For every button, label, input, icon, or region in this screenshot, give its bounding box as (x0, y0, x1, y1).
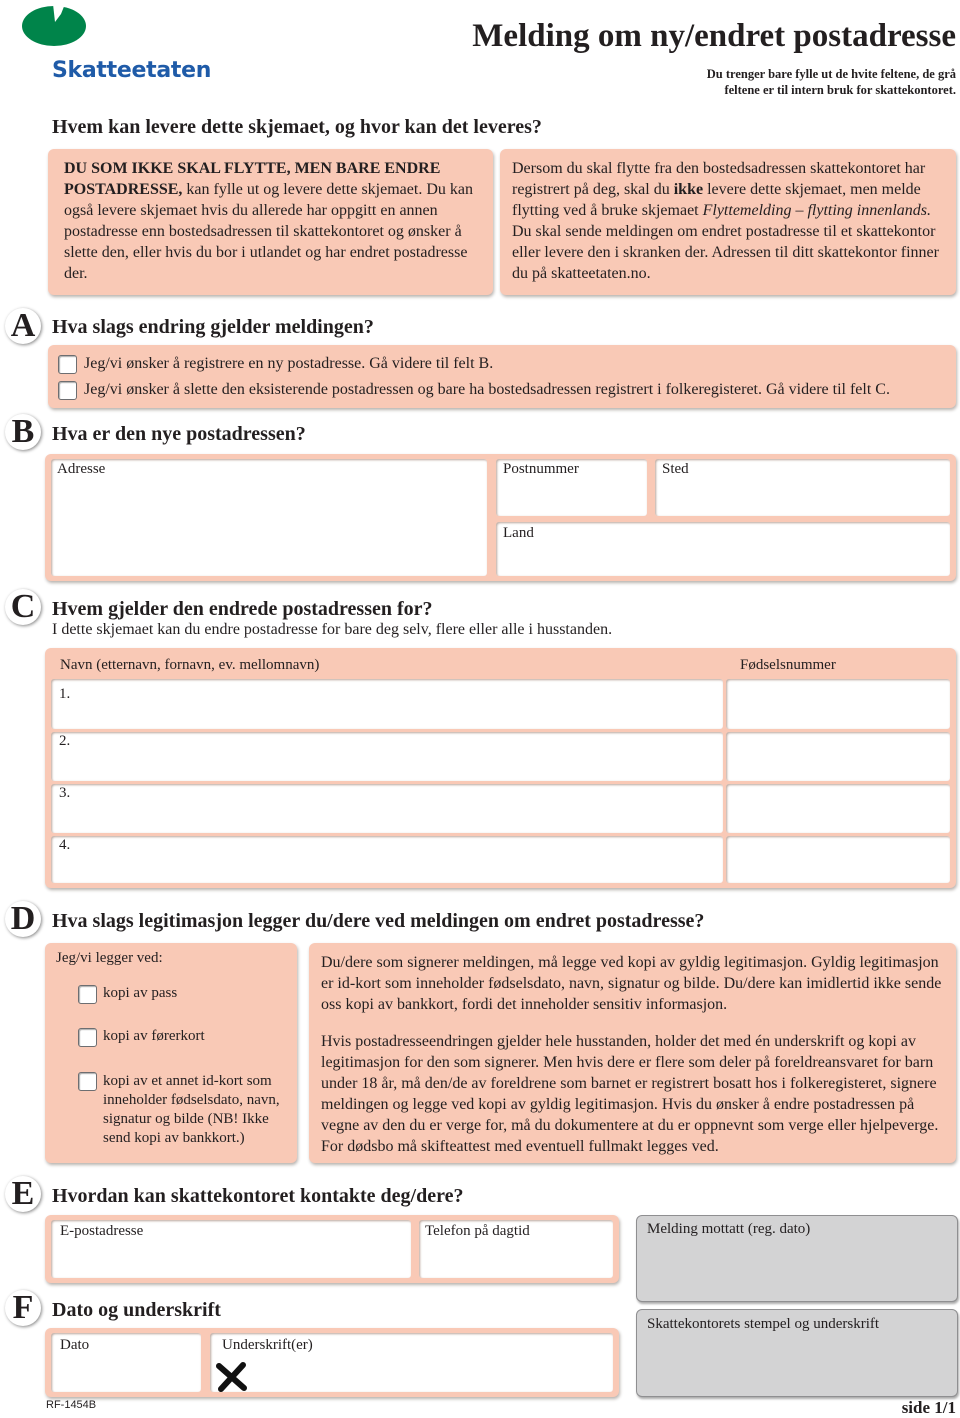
name-field-1[interactable] (51, 679, 723, 729)
intro-question: Hvem kan levere dette skjemaet, og hvor kan det leveres? (52, 116, 542, 138)
name-field-4[interactable] (51, 836, 723, 883)
passport-option-label: kopi av pass (103, 985, 178, 1001)
address-field[interactable] (51, 459, 487, 576)
section-f-letter: F (5, 1290, 41, 1326)
office-stamp-label: Skattekontorets stempel og underskrift (647, 1316, 880, 1332)
page-number: side 1/1 (901, 1398, 956, 1417)
delete-address-checkbox[interactable] (58, 381, 77, 400)
country-field[interactable] (496, 522, 950, 576)
intro-right-bold: ikke (673, 181, 704, 198)
signature-label: Underskrift(er) (222, 1337, 313, 1353)
section-c-title: Hvem gjelder den endrede postadressen for? (52, 598, 433, 620)
phone-label: Telefon på dagtid (425, 1223, 530, 1239)
name-field-3[interactable] (51, 784, 723, 833)
birthnumber-field-2[interactable] (726, 732, 950, 781)
form-title: Melding om ny/endret postadresse (472, 18, 956, 54)
section-e-title: Hvordan kan skattekontoret kontakte deg/dere? (52, 1185, 464, 1207)
section-b-title: Hva er den nye postadressen? (52, 423, 306, 445)
header-note-line2: feltene er til intern bruk for skattekontoret. (724, 83, 956, 97)
row-number-2: 2. (59, 733, 71, 749)
section-d-letter: D (5, 901, 41, 937)
birthnumber-field-4[interactable] (726, 836, 950, 883)
other-id-line1: kopi av et annet id-kort som (103, 1073, 272, 1089)
id-info-paragraph-2: Hvis postadresseendringen gjelder hele husstanden, holder det med én underskrift og kopi av legitimasjon for den som signerer. Men hvis dere er flere som deler på foreldreansvaret for barn under 18 år, må den/de av foreldrene som barnet er registrert bosatt hos i folkeregisteret, signere meldingen og legge ved kopi av gyldig legitimasjon. Hvis du ønsker å endre postadressen på vegne av den du er verge for, må du dokumentere at du er oppnevnt som verge eller hjelpeverge. For dødsbo må skifteattest med eventuell fullmakt legges ved. (321, 1033, 939, 1155)
name-column-header: Navn (etternavn, fornavn, ev. mellomnavn) (60, 657, 320, 673)
logo-leaf-icon (21, 2, 91, 48)
form-code: RF-1454B (46, 1399, 97, 1411)
other-id-line3: signatur og bilde (NB! Ikke (103, 1111, 269, 1127)
name-field-2[interactable] (51, 732, 723, 781)
section-b-letter: B (5, 414, 41, 450)
id-info-paragraph-1: Du/dere som signerer meldingen, må legge ved kopi av gyldig legitimasjon. Gyldig legitimasjon er id-kort som inneholder fødselsdato, navn, signatur og bilde. Du/dere kan imidlertid ikke sende oss kopi av bankkort, fordi det inneholder sensitiv informasjon. (321, 954, 942, 1013)
other-id-line2: inneholder fødselsdato, navn, (103, 1092, 280, 1108)
section-c-subtitle: I dette skjemaet kan du endre postadresse for bare deg selv, flere eller alle i husstanden. (52, 621, 613, 638)
delete-address-option-label: Jeg/vi ønsker å slette den eksisterende postadressen og bare ha bostedsadressen registrert i folkeregisteret. Gå videre til felt C. (84, 381, 890, 398)
received-date-label: Melding mottatt (reg. dato) (647, 1221, 811, 1237)
skatteetaten-logo (20, 2, 212, 92)
header-note-line1: Du trenger bare fylle ut de hvite feltene, de grå (706, 67, 956, 81)
row-number-1: 1. (59, 686, 71, 702)
country-label: Land (503, 525, 534, 541)
row-number-3: 3. (59, 785, 71, 801)
drivers-license-checkbox[interactable] (78, 1028, 97, 1047)
intro-right-text (512, 158, 950, 284)
postnumber-label: Postnummer (503, 461, 579, 477)
section-c-letter: C (5, 589, 41, 625)
section-e-letter: E (5, 1176, 41, 1212)
section-d-title: Hva slags legitimasjon legger du/dere ved meldingen om endret postadresse? (52, 910, 705, 932)
logo-text: Skatteetaten (52, 58, 212, 83)
section-a-letter: A (5, 308, 41, 344)
intro-right-italic: Flyttemelding – flytting innenlands. (702, 202, 932, 219)
passport-checkbox[interactable] (78, 985, 97, 1004)
intro-right-p3: Du skal sende meldingen om endret postadresse til et skattekontor eller levere den i skranken der. Adressen til ditt skattekontor finner du på skatteetaten.no. (512, 223, 939, 282)
new-address-option-label: Jeg/vi ønsker å registrere en ny postadresse. Gå videre til felt B. (84, 355, 494, 372)
date-label: Dato (60, 1337, 90, 1353)
birthnumber-field-1[interactable] (726, 679, 950, 729)
email-label: E-postadresse (60, 1223, 144, 1239)
new-address-checkbox[interactable] (58, 355, 77, 374)
place-field[interactable] (655, 459, 950, 516)
sign-here-cross-icon (216, 1362, 248, 1392)
intro-left-rest: kan fylle ut og levere dette skjemaet. Du kan også levere skjemaet hvis du allerede har oppgitt en annen postadresse enn bostedsadressen til skattekontoret og ønsker å slette den, eller hvis du bor i utlandet og har endret postadresse der. (64, 181, 473, 282)
intro-right-p1: Dersom du skal flytte fra den bostedsadressen skattekontoret har registrert på deg, skal du (512, 160, 926, 198)
intro-left-bold: DU SOM IKKE SKAL FLYTTE, MEN BARE ENDRE POSTADRESSE, (64, 160, 441, 198)
address-label: Adresse (57, 461, 106, 477)
header-note (707, 66, 956, 98)
other-id-checkbox[interactable] (78, 1072, 97, 1091)
section-a-title: Hva slags endring gjelder meldingen? (52, 316, 374, 338)
attachment-label: Jeg/vi legger ved: (56, 950, 163, 966)
section-f-title: Dato og underskrift (52, 1299, 221, 1321)
other-id-option-label (103, 1072, 280, 1148)
intro-right-p2: levere dette skjemaet, men melde flytting ved å bruke skjemaet (512, 181, 921, 219)
intro-left-text (64, 158, 484, 284)
drivers-license-option-label: kopi av førerkort (103, 1028, 205, 1044)
birthnumber-column-header: Fødselsnummer (740, 657, 836, 673)
row-number-4: 4. (59, 837, 71, 853)
other-id-line4: send kopi av bankkort.) (103, 1130, 245, 1146)
birthnumber-field-3[interactable] (726, 784, 950, 833)
place-label: Sted (662, 461, 689, 477)
